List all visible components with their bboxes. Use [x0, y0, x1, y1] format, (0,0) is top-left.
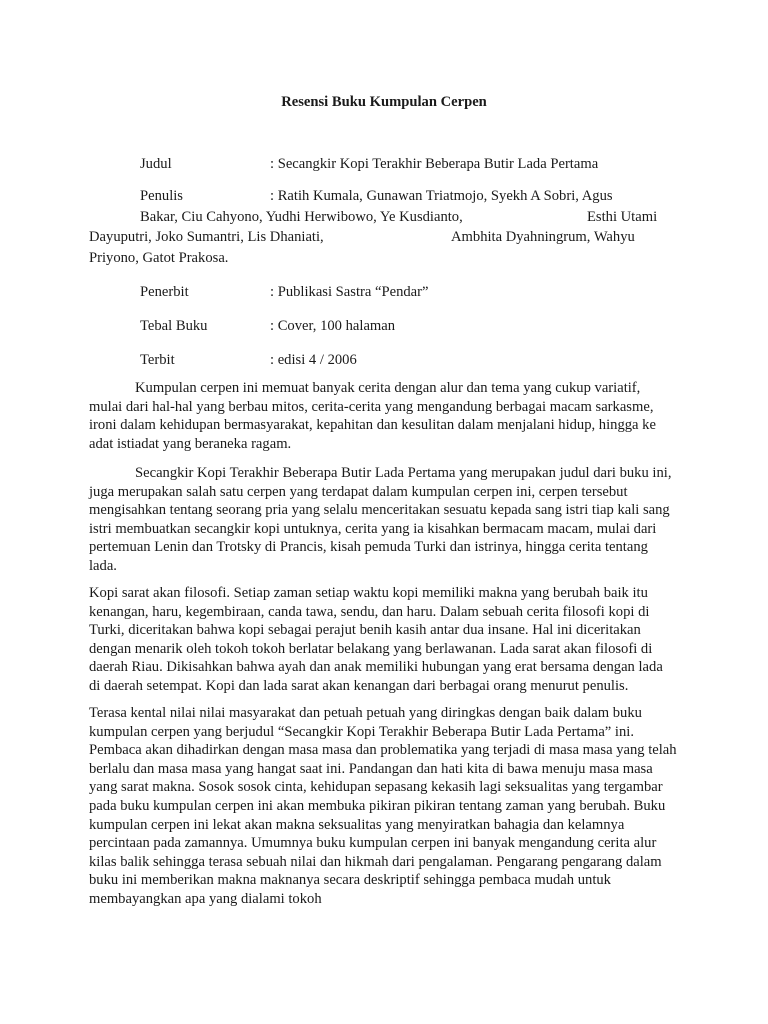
meta-tebal-buku: [140, 316, 395, 336]
terbit-label: Terbit: [140, 352, 175, 368]
tebal-value: : Cover, 100 halaman: [270, 318, 396, 334]
document-title: Resensi Buku Kumpulan Cerpen: [281, 94, 487, 110]
penulis-line-2b: Esthi Utami: [587, 208, 658, 225]
paragraph-1: Kumpulan cerpen ini memuat banyak cerita dengan alur dan tema yang cukup variatif, mulai dari hal-hal yang berbau mitos, cerita-cerita yang mengandung berbagai macam sarkasme, ironi dalam kehidupan bermasyarakat, kepahitan dan kesulitan dalam menjalani hidup, hingga ke adat istiadat yang beraneka ragam.: [89, 380, 656, 452]
penulis-line-4: Priyono, Gatot Prakosa.: [89, 249, 229, 266]
penulis-continuation: [89, 186, 709, 268]
penulis-line-1: : Ratih Kumala, Gunawan Triatmojo, Syekh A Sobri, Agus: [270, 188, 613, 204]
judul-label: Judul: [140, 156, 172, 172]
paragraph-2: Secangkir Kopi Terakhir Beberapa Butir Lada Pertama yang merupakan judul dari buku ini, juga merupakan salah satu cerpen yang terdapat dalam kumpulan cerpen ini, cerpen tersebut mengisahkan tentang seorang pria yang selalu menceritakan sesuatu kepada sang istri tiap kali sang istri membuatkan secangkir kopi untuknya, cerita yang ia kisahkan bermacam macam, mulai dari pertemuan Lenin dan Trotsky di Prancis, kisah pemuda Turki dan istrinya, hingga cerita tentang lada.: [89, 465, 672, 574]
meta-judul: [140, 154, 598, 174]
penulis-label: Penulis: [140, 188, 183, 204]
tebal-label: Tebal Buku: [140, 318, 208, 334]
paragraph-4: Terasa kental nilai nilai masyarakat dan petuah petuah yang diringkas dengan baik dalam buku kumpulan cerpen yang berjudul “Secangkir Kopi Terakhir Beberapa Butir Lada Pertama” ini. Pembaca akan dihadirkan dengan masa masa dan problematika yang terjadi di masa masa yang telah berlalu dan masa masa yang hangat saat ini. Pandangan dan hati kita di bawa menuju masa masa yang sarat makna. Sosok sosok cinta, kehidupan sepasang kekasih lagi seksualitas yang tergambar pada buku kumpulan cerpen ini akan membuka pikiran pikiran tentang zaman yang berubah. Buku kumpulan cerpen ini lekat akan makna seksualitas yang menyiratkan bahagia dan kelamnya percintaan pada zamannya. Umumnya buku kumpulan cerpen ini banyak mengandung cerita alur kilas balik sehingga terasa sebuah nilai dan hikmah dari pengalaman. Pengarang pengarang dalam buku ini memberikan makna maknanya secara deskriptif sehingga pembaca mudah untuk membayangkan apa yang dialami tokoh: [89, 705, 677, 907]
paragraph-3: Kopi sarat akan filosofi. Setiap zaman setiap waktu kopi memiliki makna yang berubah baik itu kenangan, haru, kegembiraan, canda tawa, sendu, dan haru. Dalam sebuah cerita filosofi kopi di Turki, diceritakan bahwa kopi sebagai perajut benih kasih antar dua insane. Hal ini diceritakan dengan menarik oleh tokoh tokoh berlatar belakang yang berlawanan. Lada sarat akan filosofi di daerah Riau. Dikisahkan bahwa ayah dan anak memiliki hubungan yang erat bersama dengan lada di daerah setempat. Kopi dan lada sarat akan kenangan dari berbagai orang menurut penulis.: [89, 585, 663, 694]
penerbit-label: Penerbit: [140, 284, 189, 300]
terbit-value: : edisi 4 / 2006: [270, 352, 357, 368]
penulis-line-3a: Dayuputri, Joko Sumantri, Lis Dhaniati,: [89, 229, 324, 245]
penerbit-value: : Publikasi Sastra “Pendar”: [270, 284, 429, 300]
penulis-line-2a: Bakar, Ciu Cahyono, Yudhi Herwibowo, Ye Kusdianto,: [140, 208, 463, 225]
meta-penerbit: [140, 282, 428, 302]
judul-value: : Secangkir Kopi Terakhir Beberapa Butir Lada Pertama: [270, 156, 599, 172]
meta-terbit: [140, 350, 357, 370]
penulis-line-3b: Ambhita Dyahningrum, Wahyu: [451, 229, 635, 245]
